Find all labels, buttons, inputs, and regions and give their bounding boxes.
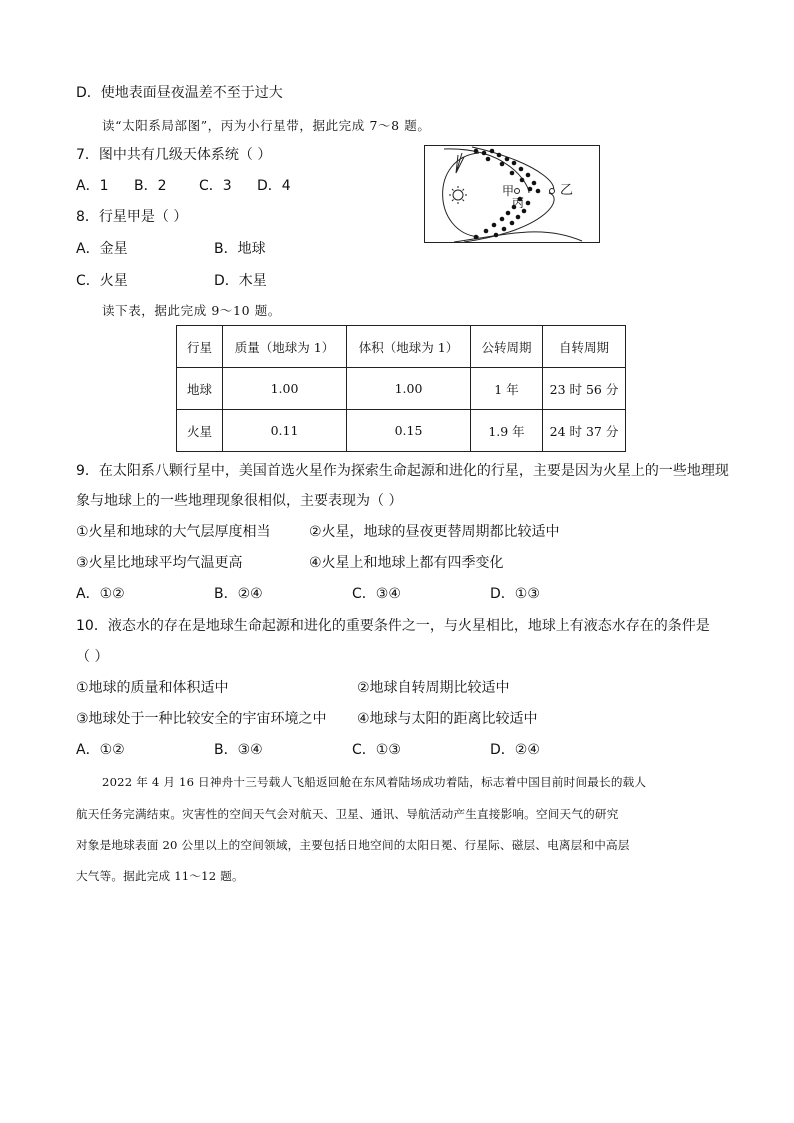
q7-option-a[interactable]: A．1	[76, 178, 109, 194]
intro-11-12-line3: 对象是地球表面 20 公里以上的空间领域，主要包括日地空间的太阳日冕、行星际、磁层、电离层和中高层	[76, 838, 630, 852]
table-cell: 1.00	[223, 368, 347, 410]
table-cell: 23 时 56 分	[543, 368, 626, 410]
intro-9-10: 读下表，据此完成 9～10 题。	[102, 303, 281, 318]
q9-option-d[interactable]: D．①③	[490, 586, 540, 602]
q8-option-a[interactable]: A．金星	[76, 241, 128, 257]
label-jia: 甲	[502, 184, 515, 198]
q10-item-3: ③地球处于一种比较安全的宇宙环境之中	[76, 711, 327, 727]
q9-item-1: ①火星和地球的大气层厚度相当	[76, 524, 271, 540]
table-row	[177, 410, 626, 452]
q10-stem-line2: （ ）	[76, 649, 109, 665]
table-cell: 火星	[177, 410, 223, 452]
table-cell: 24 时 37 分	[543, 410, 626, 452]
label-bing: 丙	[512, 196, 525, 210]
solar-system-figure	[424, 145, 600, 243]
q6-option-d: D．使地表面昼夜温差不至于过大	[76, 85, 283, 101]
table-header: 自转周期	[543, 326, 626, 368]
q9-option-c[interactable]: C．③④	[352, 586, 401, 602]
q10-option-d[interactable]: D．②④	[490, 742, 540, 758]
q9-stem-line2: 象与地球上的一些地理现象很相似，主要表现为（ ）	[76, 493, 403, 509]
q10-item-4: ④地球与太阳的距离比较适中	[357, 711, 538, 727]
table-header-row	[177, 326, 626, 368]
table-cell: 0.15	[347, 410, 471, 452]
table-header: 质量（地球为 1）	[223, 326, 347, 368]
q10-item-1: ①地球的质量和体积适中	[76, 680, 229, 696]
q9-item-2: ②火星，地球的昼夜更替周期都比较适中	[309, 524, 560, 540]
q9-option-a[interactable]: A．①②	[76, 586, 125, 602]
q10-stem-line1: 10．液态水的存在是地球生命起源和进化的重要条件之一，与火星相比，地球上有液态水存在的条件是	[76, 618, 710, 634]
table-header: 行星	[177, 326, 223, 368]
q7-option-d[interactable]: D．4	[257, 178, 291, 194]
intro-11-12-line4: 大气等。据此完成 11～12 题。	[76, 869, 244, 883]
q10-option-a[interactable]: A．①②	[76, 742, 125, 758]
q8-option-d[interactable]: D．木星	[214, 273, 267, 289]
q10-option-b[interactable]: B．③④	[214, 742, 263, 758]
q9-item-3: ③火星比地球平均气温更高	[76, 555, 243, 571]
q8-stem: 8．行星甲是（ ）	[76, 209, 188, 225]
table-cell: 1.9 年	[471, 410, 543, 452]
q8-option-b[interactable]: B．地球	[214, 241, 266, 257]
q7-option-b[interactable]: B．2	[134, 178, 167, 194]
planet-table	[176, 325, 626, 452]
label-yi: 乙	[560, 183, 574, 198]
table-cell: 0.11	[223, 410, 347, 452]
table-header: 公转周期	[471, 326, 543, 368]
table-header: 体积（地球为 1）	[347, 326, 471, 368]
table-row	[177, 368, 626, 410]
q8-option-c[interactable]: C．火星	[76, 273, 128, 289]
q9-item-4: ④火星上和地球上都有四季变化	[309, 555, 504, 571]
intro-11-12-line1: 2022 年 4 月 16 日神舟十三号载人飞船返回舱在东风着陆场成功着陆，标志着中国目前时间最长的载人	[102, 775, 647, 789]
q9-option-b[interactable]: B．②④	[214, 586, 263, 602]
q10-option-c[interactable]: C．①③	[352, 742, 401, 758]
table-cell: 1 年	[471, 368, 543, 410]
intro-7-8: 读“太阳系局部图”，丙为小行星带，据此完成 7～8 题。	[102, 118, 431, 133]
q7-option-c[interactable]: C．3	[199, 178, 232, 194]
intro-11-12-line2: 航天任务完满结束。灾害性的空间天气会对航天、卫星、通讯、导航活动产生直接影响。空间天气的研究	[76, 807, 619, 821]
table-cell: 1.00	[347, 368, 471, 410]
q9-stem-line1: 9．在太阳系八颗行星中，美国首选火星作为探索生命起源和进化的行星，主要是因为火星上的一些地理现	[76, 463, 729, 479]
q7-stem: 7．图中共有几级天体系统（ ）	[76, 147, 272, 163]
table-cell: 地球	[177, 368, 223, 410]
q10-item-2: ②地球自转周期比较适中	[357, 680, 510, 696]
